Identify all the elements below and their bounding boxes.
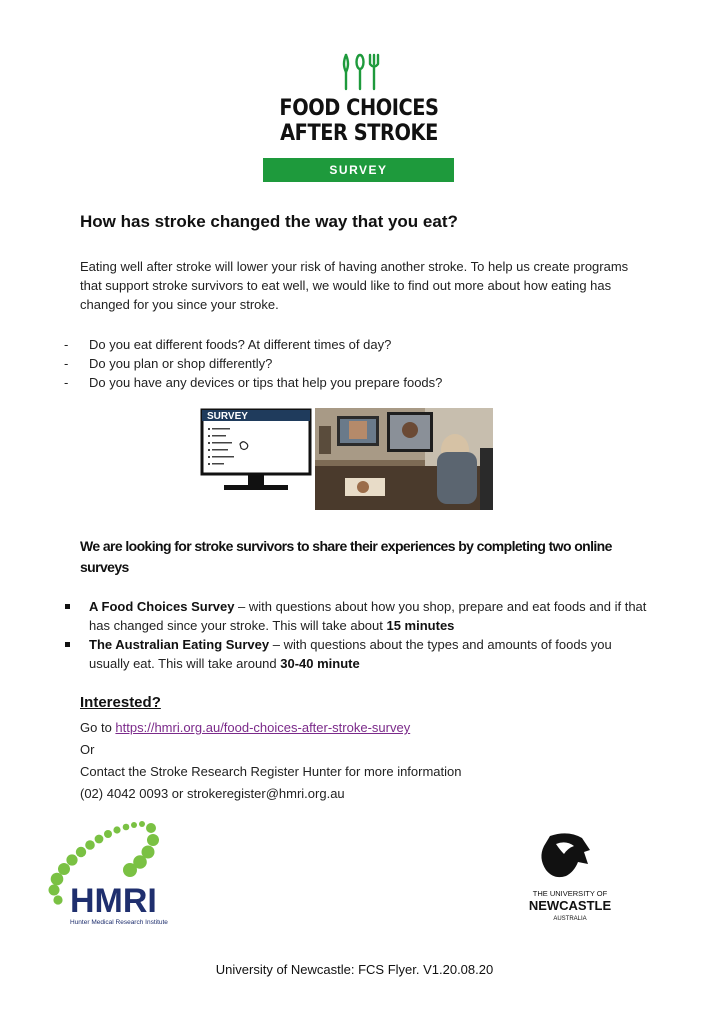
survey-name: The Australian Eating Survey bbox=[89, 637, 270, 652]
question-list bbox=[64, 335, 664, 392]
logo-title bbox=[254, 96, 463, 146]
contact-block bbox=[80, 717, 640, 805]
phone-email: (02) 4042 0093 or strokeregister@hmri.org.au bbox=[80, 786, 345, 801]
list-item: - Do you plan or shop differently? bbox=[64, 354, 664, 373]
university-of-newcastle-logo bbox=[510, 830, 630, 930]
survey-description: – with questions about the types and amounts of foods you usually eat. This will take around bbox=[89, 637, 612, 671]
woman-using-computer-photo bbox=[315, 408, 493, 510]
uon-line-3: AUSTRALIA bbox=[553, 916, 587, 922]
page-title: How has stroke changed the way that you eat? bbox=[80, 212, 458, 231]
survey-name: A Food Choices Survey bbox=[89, 599, 235, 614]
hmri-subtitle: Hunter Medical Research Institute bbox=[70, 919, 168, 926]
survey-description: – with questions about how you shop, prepare and eat foods and if that has changed since your stroke. This will take about bbox=[89, 599, 647, 633]
survey-banner: SURVEY bbox=[263, 158, 454, 182]
survey-monitor-illustration bbox=[200, 408, 312, 494]
list-item: - Do you have any devices or tips that help you prepare foods? bbox=[64, 373, 664, 392]
logo-line-1: FOOD CHOICES bbox=[279, 96, 439, 121]
recruitment-heading: We are looking for stroke survivors to share their experiences by completing two online surveys bbox=[80, 538, 612, 575]
uon-line-2: NEWCASTLE bbox=[528, 898, 612, 913]
interested-heading: Interested? bbox=[80, 694, 161, 711]
list-item bbox=[64, 597, 654, 635]
contact-line: Contact the Stroke Research Register Hunter for more information bbox=[80, 764, 462, 779]
list-item bbox=[64, 635, 654, 673]
or-text: Or bbox=[80, 742, 95, 757]
logo-line-2: AFTER STROKE bbox=[280, 121, 438, 146]
survey-link[interactable]: https://hmri.org.au/food-choices-after-stroke-survey bbox=[115, 720, 411, 735]
go-to-line bbox=[80, 717, 640, 739]
survey-list bbox=[64, 597, 654, 673]
uon-line-1: THE UNIVERSITY OF bbox=[532, 889, 608, 898]
monitor-survey-label: SURVEY bbox=[207, 411, 248, 422]
survey-duration: 30-40 minute bbox=[280, 656, 360, 671]
survey-duration: 15 minutes bbox=[386, 618, 455, 633]
list-item: - Do you eat different foods? At different times of day? bbox=[64, 335, 664, 354]
intro-paragraph: Eating well after stroke will lower your risk of having another stroke. To help us create programs that support stroke survivors to eat well, we would like to find out more about how eating has changed for you since your stroke. bbox=[80, 259, 629, 312]
utensils-icon bbox=[340, 52, 380, 92]
footer-version: University of Newcastle: FCS Flyer. V1.20.08.20 bbox=[215, 962, 494, 977]
go-to-label: Go to bbox=[80, 720, 116, 735]
hmri-logo bbox=[44, 818, 194, 928]
hmri-wordmark: HMRI bbox=[70, 882, 157, 920]
